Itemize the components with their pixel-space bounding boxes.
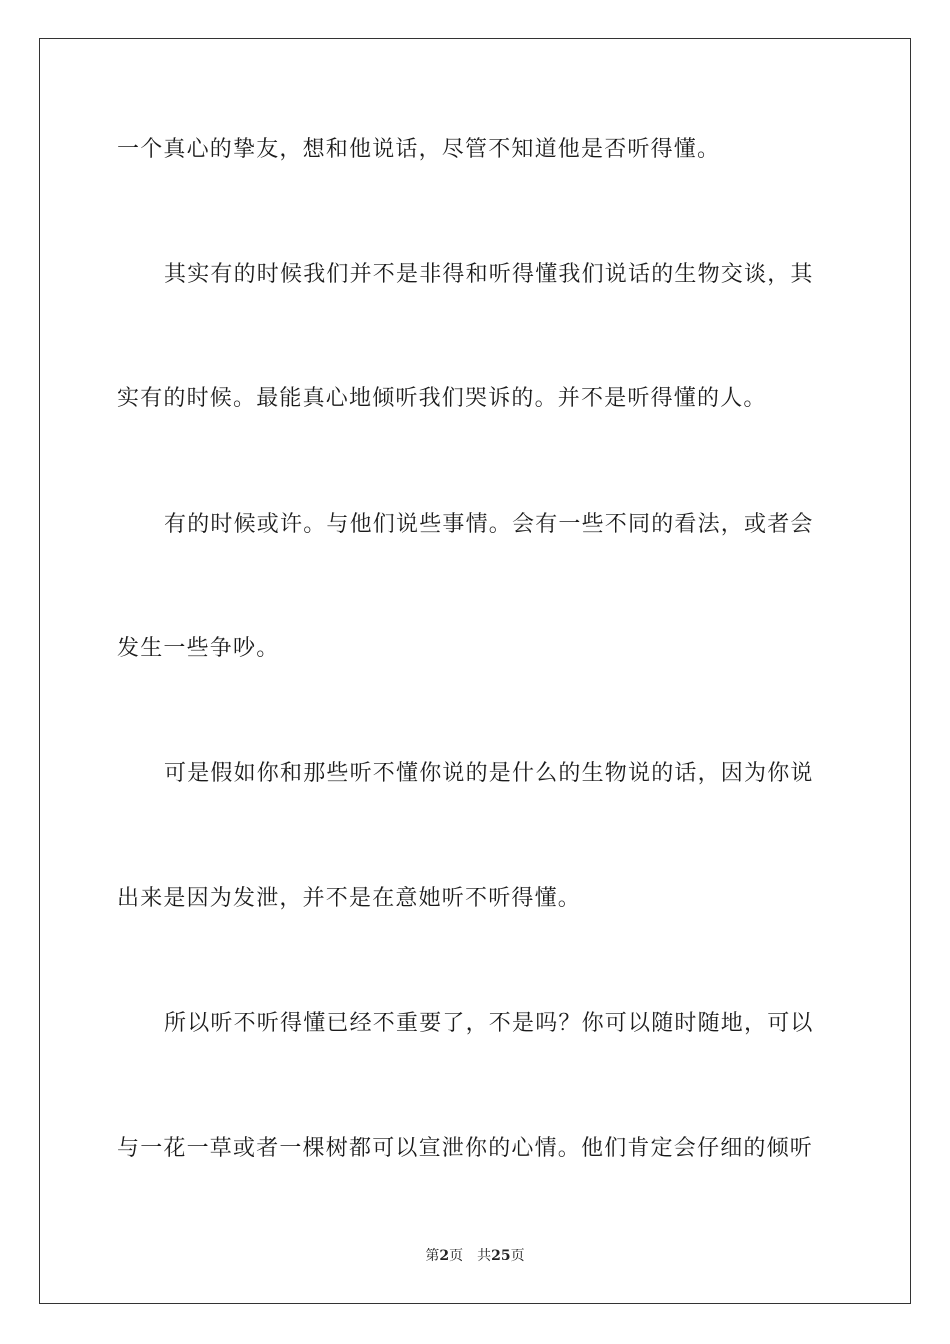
text-line-6: 可是假如你和那些听不懂你说的是什么的生物说的话，因为你说 bbox=[164, 761, 814, 786]
text-line-3: 实有的时候。最能真心地倾听我们哭诉的。并不是听得懂的人。 bbox=[117, 386, 767, 411]
footer-page-suffix: 页 bbox=[449, 1248, 464, 1264]
text-line-1: 一个真心的挚友，想和他说话，尽管不知道他是否听得懂。 bbox=[117, 137, 721, 162]
text-line-7: 出来是因为发泄，并不是在意她听不听得懂。 bbox=[117, 886, 582, 911]
footer-total-prefix: 共 bbox=[477, 1248, 492, 1264]
page-footer bbox=[0, 1246, 950, 1266]
text-line-4: 有的时候或许。与他们说些事情。会有一些不同的看法，或者会 bbox=[164, 512, 814, 537]
total-page-count: 25 bbox=[491, 1248, 511, 1264]
text-line-5: 发生一些争吵。 bbox=[117, 636, 280, 661]
page-border bbox=[39, 38, 911, 1304]
current-page-number: 2 bbox=[439, 1248, 450, 1264]
text-line-9: 与一花一草或者一棵树都可以宣泄你的心情。他们肯定会仔细的倾听 bbox=[117, 1136, 814, 1161]
text-line-2: 其实有的时候我们并不是非得和听得懂我们说话的生物交谈，其 bbox=[164, 262, 814, 287]
text-line-8: 所以听不听得懂已经不重要了，不是吗？你可以随时随地，可以 bbox=[164, 1011, 814, 1036]
footer-prefix: 第 bbox=[425, 1248, 440, 1264]
footer-total-suffix: 页 bbox=[510, 1248, 525, 1264]
